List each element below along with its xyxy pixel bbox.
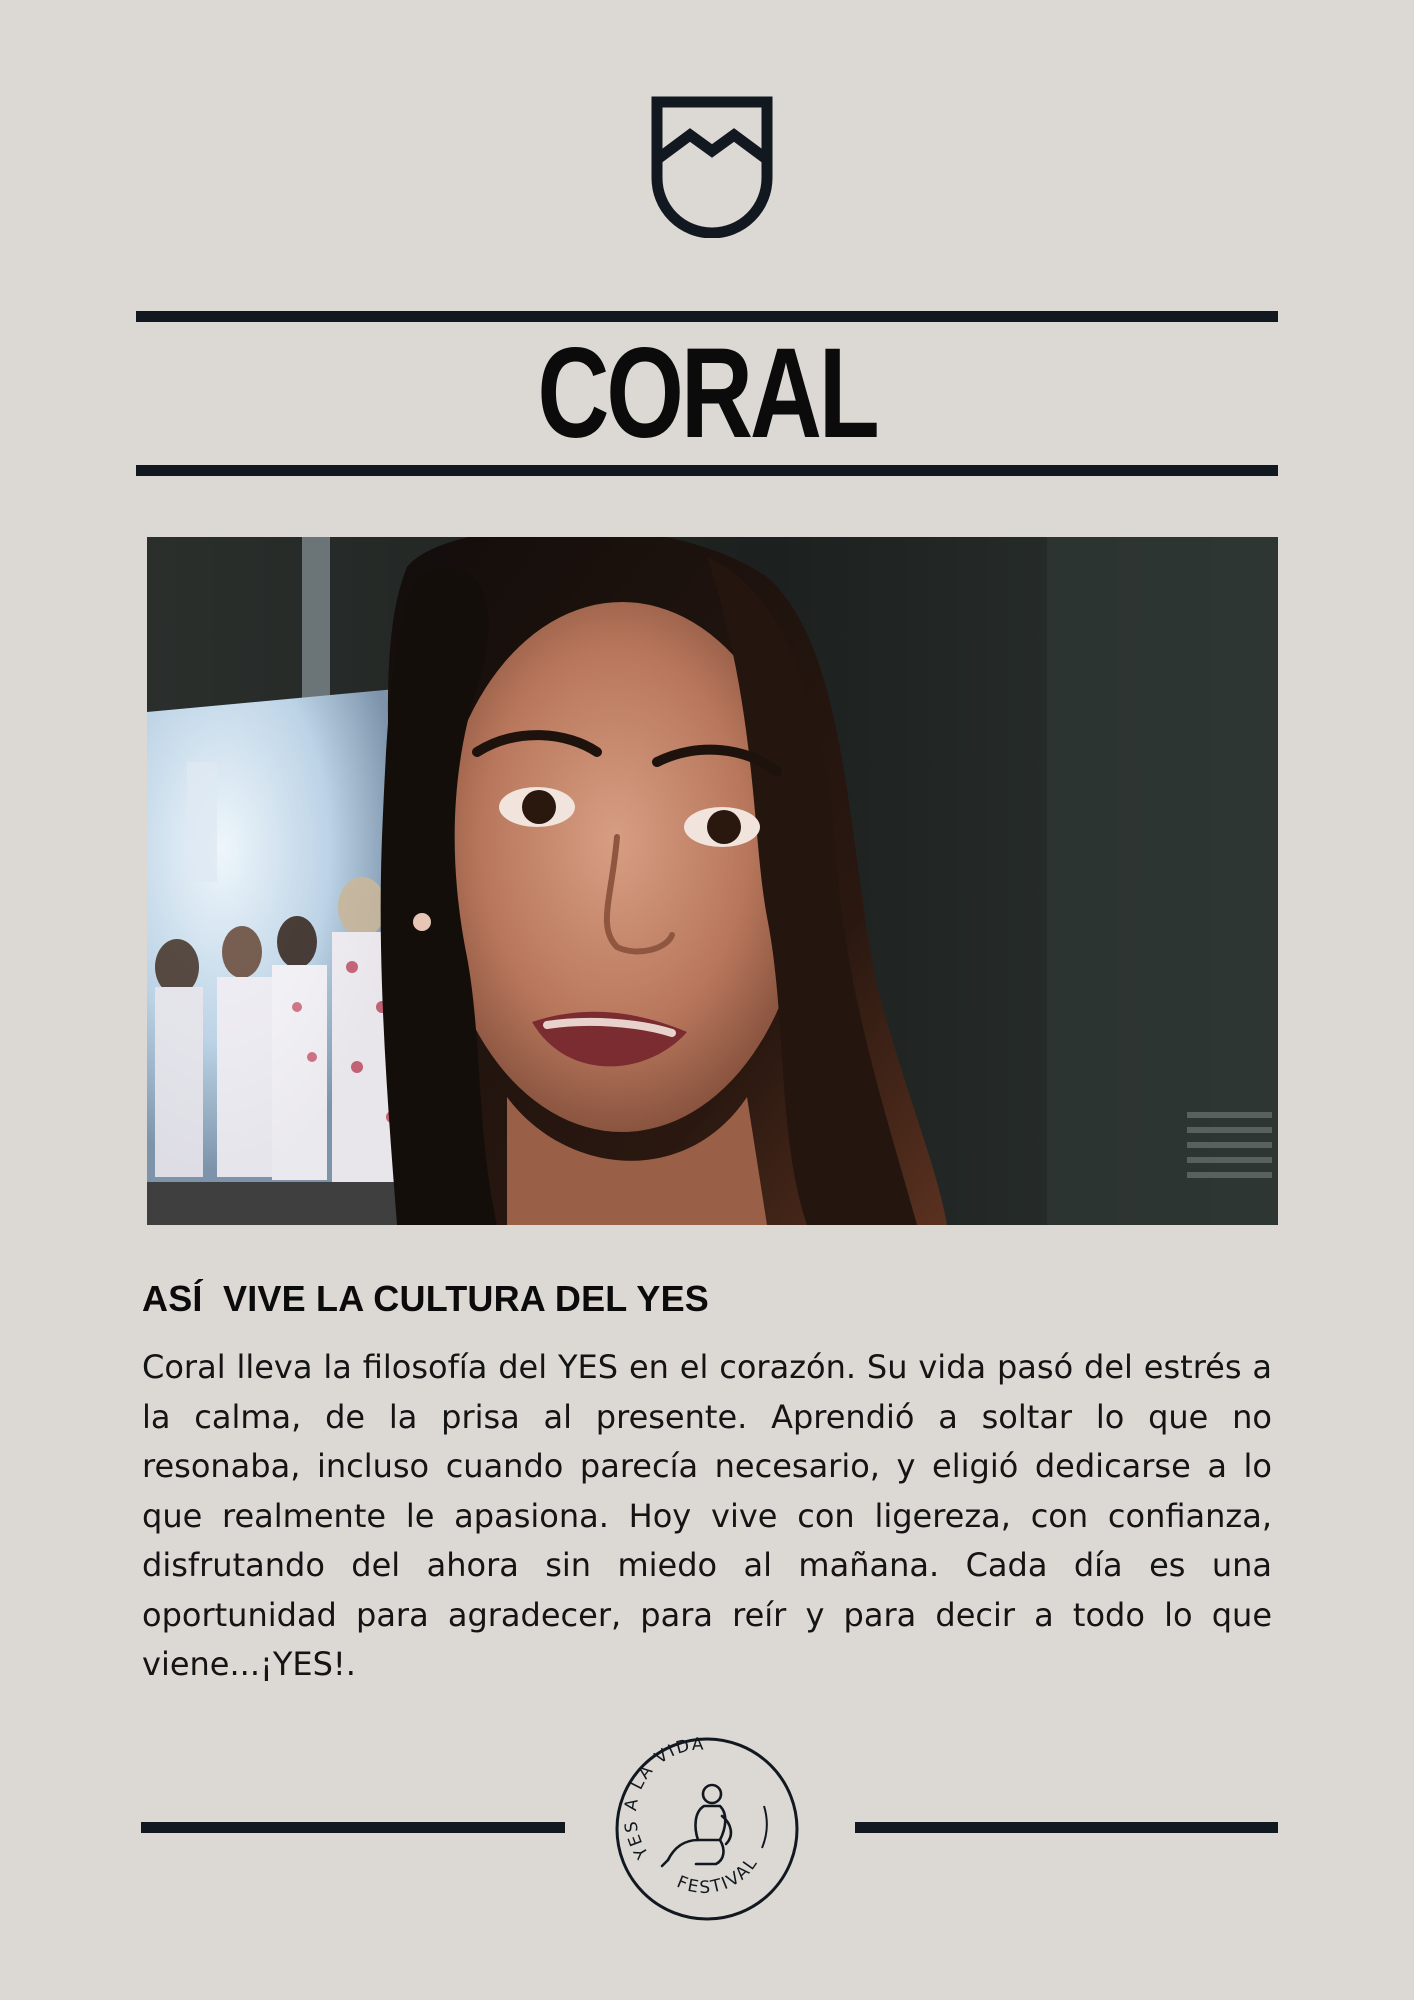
title-rule-bottom — [136, 465, 1278, 476]
badge-top-text: YES A LA VIDA — [621, 1736, 706, 1863]
footer-rule-left — [141, 1822, 565, 1833]
shield-logo-icon — [651, 96, 773, 238]
svg-text:YES A LA VIDA — [621, 1736, 706, 1863]
title-rule-top — [136, 311, 1278, 322]
footer-rule-right — [855, 1822, 1278, 1833]
portrait-photo — [147, 537, 1278, 1225]
bio-paragraph: Coral lleva la filosofía del YES en el corazón. Su vida pasó del estrés a la calma, de la prisa al presente. Aprendió a soltar lo que no resonaba, incluso cuando parecía necesario, y eligió dedicarse a lo que realmente le apasiona. Hoy vive con ligereza, con confianza, disfrutando del ahora sin miedo al mañana. Cada día es una oportunidad para agradecer, para reír y para decir a todo lo que viene...¡YES!. — [142, 1348, 1272, 1683]
page-title: CORAL — [537, 322, 877, 465]
badge-bottom-text: FESTIVAL — [673, 1852, 763, 1898]
section-heading: ASÍ VIVE LA CULTURA DEL YES — [142, 1278, 710, 1319]
svg-text:FESTIVAL — [674, 1853, 763, 1898]
festival-seal-icon — [614, 1736, 800, 1922]
